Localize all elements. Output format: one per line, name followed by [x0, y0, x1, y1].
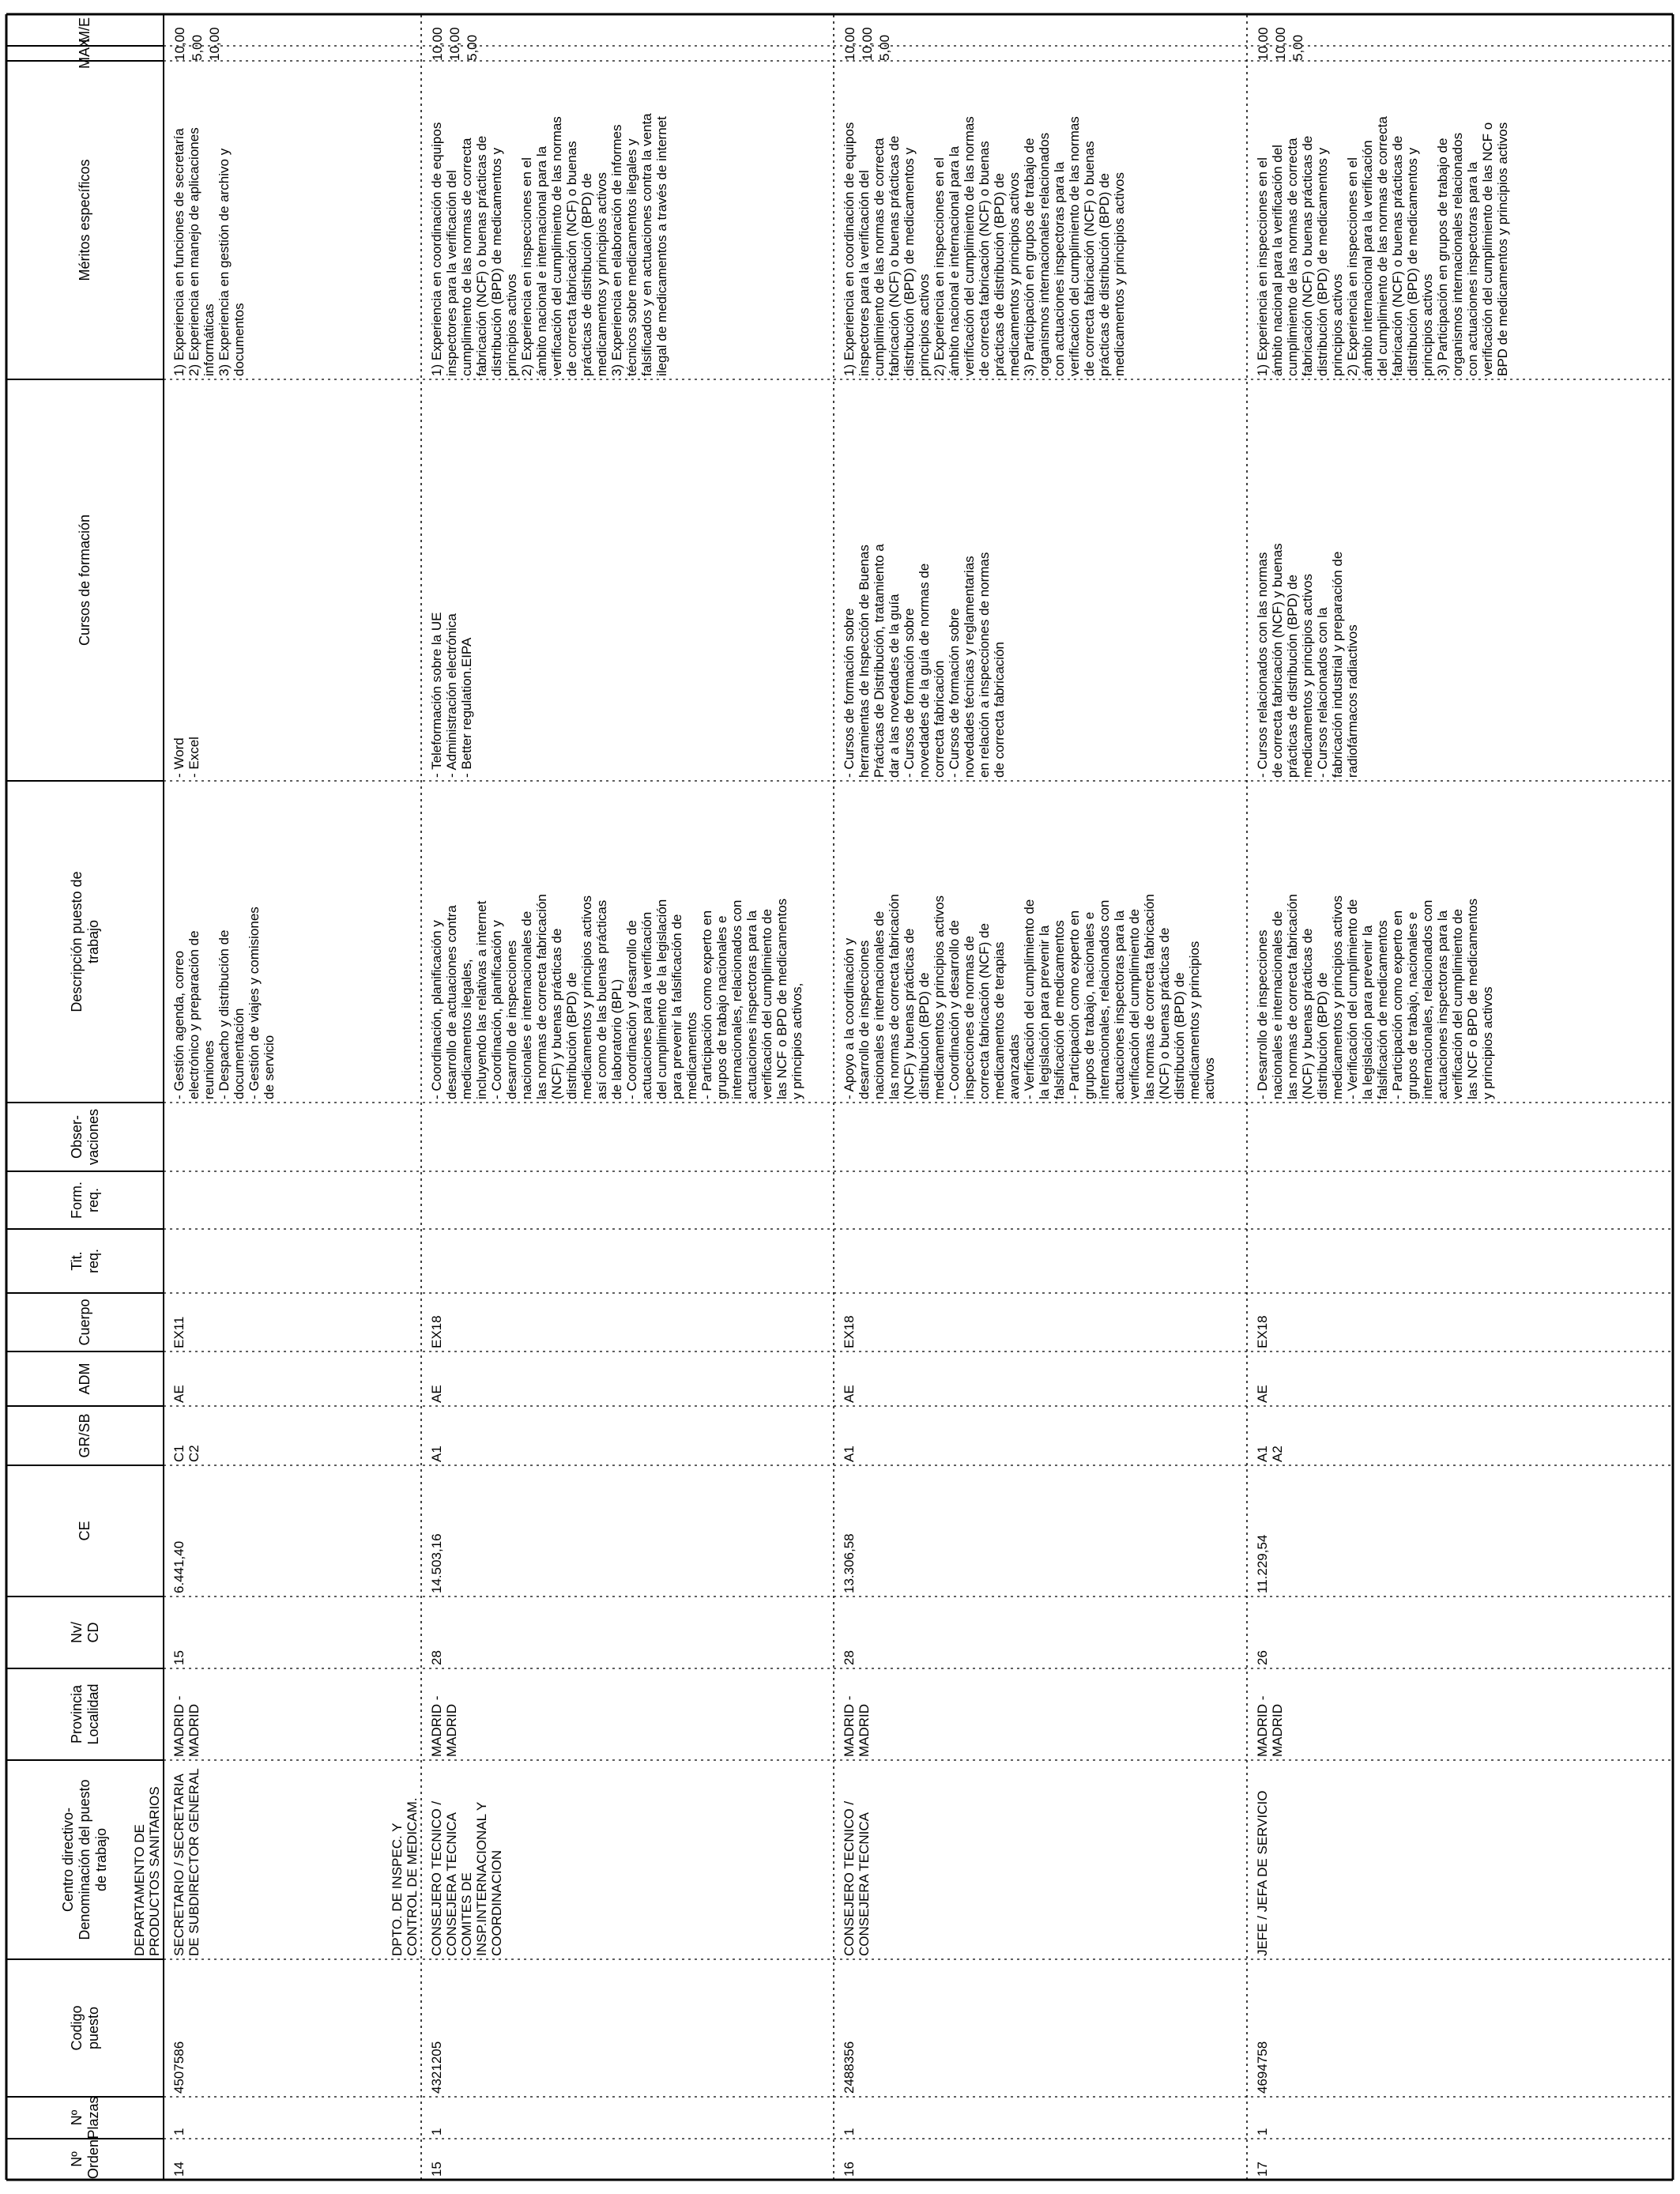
row-15-formacion [428, 1171, 832, 1229]
header-ce: CE [77, 1521, 92, 1541]
row-17-centro: JEFE / JEFA DE SERVICIO [1255, 1790, 1270, 1956]
row-14-ce: 6.441,40 [171, 1540, 186, 1593]
row-16-max [840, 17, 998, 64]
max-value: 10,00 [172, 27, 187, 61]
row-17-max [1253, 17, 1411, 64]
row-15-meritos: 1) Experiencia en coordinación de equipos inspectores para la verificación del cumplimiento de las normas de correcta fabricación (NCF) o buenas prácticas de distribución (BPD) de medicamentos y principios activos 2) Experiencia en inspecciones en el ámbito nacional e internacional para la verificación del cumplimiento de las normas de correcta fabricación (NCF) o buenas prácticas de distribución (BPD) de medicamentos y principios activos 3) Experiencia en elaboración de informes técnicos sobre medicamentos ilegales y falsificados y en actuaciones contra la venta ilegal de medicamentos a través de internet [429, 113, 669, 376]
row-14-meritos: 1) Experiencia en funciones de secretaría 2) Experiencia en manejo de aplicaciones informáticas 3) Experiencia en gestión de archivo y documentos [171, 127, 247, 376]
row-17-titulacion [1253, 1229, 1671, 1293]
row-14-cursos: - Word - Excel [171, 737, 202, 778]
header-observaciones: Obser- vaciones [68, 1108, 101, 1166]
max-value: 10,00 [207, 27, 222, 61]
header-plazas: Nº Plazas [68, 2096, 101, 2139]
row-17-cursos: - Cursos relacionados con las normas de correcta fabricación (NCF) y buenas prácticas de distribución (BPD) de medicamentos y principios activos - Cursos relacionados con la fabricación industrial y preparación de radiofármacos radiactivos [1255, 543, 1360, 778]
header-cuerpo: Cuerpo [77, 1299, 92, 1346]
header-descripcion: Descripción puesto de trabajo [68, 871, 101, 1012]
row-14-centro-heading: DEPARTAMENTO DE PRODUCTOS SANITARIOS [132, 1786, 162, 1956]
max-value: 5,00 [877, 34, 892, 61]
row-16-cuerpo: EX18 [842, 1315, 857, 1348]
header-titulacion: Tit. req. [68, 1248, 101, 1274]
row-15-centro-heading: DPTO. DE INSPEC. Y CONTROL DE MEDICAM. [390, 1797, 420, 1956]
max-value: 10,00 [842, 27, 857, 61]
row-16-orden: 16 [842, 2162, 857, 2177]
row-15-adm: AE [429, 1385, 444, 1403]
row-15-cuerpo: EX18 [429, 1315, 444, 1348]
row-14-orden: 14 [171, 2162, 186, 2177]
row-15-descripcion: - Coordinación, planificación y desarrollo de actuaciones contra medicamentos ilegales, incluyendo las relativas a internet - Coordinación, planificación y desarrollo de inspecciones nacionales e internacionales de las normas de correcta fabricación (NCF) y buenas prácticas de distribución (BPD) de medicamentos y principios activos así como de las buenas prácticas de laboratorio (BPL) - Coordinación y desarrollo de actuaciones para la verificación del cumplimiento de la legislación para prevenir la falsificación de medicamentos - Participación como experto en grupos de trabajo nacionales e internacionales, relacionados con actuaciones inspectoras para la verificación del cumplimiento de las NCF o BPD de medicamentos y principios activos, [429, 894, 804, 1099]
header-me: M/E [77, 17, 92, 43]
row-16-titulacion [840, 1229, 1245, 1293]
row-16-meritos: 1) Experiencia en coordinación de equipos inspectores para la verificación del cumplimiento de las normas de correcta fabricación (NCF) o buenas prácticas de distribución (BPD) de medicamentos y principios activos 2) Experiencia en inspecciones en el ámbito nacional e internacional para la verificación del cumplimiento de las normas de correcta fabricación (NCF) o buenas prácticas de distribución (BPD) de medicamentos y principios activos 3) Participación en grupos de trabajo de organismos internacionales relacionados con actuaciones inspectoras para la verificación del cumplimiento de las normas de correcta fabricación (NCF) o buenas prácticas de distribución (BPD) de medicamentos y principios activos [842, 116, 1127, 376]
row-14-observaciones [170, 1103, 420, 1171]
row-17-orden: 17 [1255, 2162, 1270, 2177]
row-15-centro: CONSEJERO TECNICO / CONSEJERA TECNICA COMITES DE INSP.INTERNACIONAL Y COORDINACION [429, 1800, 504, 1956]
row-14-adm: AE [171, 1385, 186, 1403]
row-14-codigo: 4507586 [171, 2041, 186, 2094]
row-16-adm: AE [842, 1385, 857, 1403]
row-14-grupo: C1 C2 [171, 1445, 202, 1462]
header-centro: Centro directivo- Denominación del puesto de trabajo [60, 1779, 109, 1940]
row-16-codigo: 2488356 [842, 2041, 857, 2094]
row-14-titulacion [170, 1229, 420, 1293]
row-14-centro: SECRETARIO / SECRETARIA DE SUBDIRECTOR GENERAL [171, 1768, 202, 1956]
row-16-formacion [840, 1171, 1245, 1229]
row-15-cursos: - Teleformación sobre la UE - Administración electrónica - Better regulation.EIPA [429, 612, 474, 778]
row-14-max [170, 17, 328, 64]
row-17-observaciones [1253, 1103, 1671, 1171]
row-14-cuerpo: EX11 [171, 1316, 186, 1348]
row-16-centro: CONSEJERO TECNICO / CONSEJERA TECNICA [842, 1800, 872, 1956]
row-17-formacion [1253, 1171, 1671, 1229]
row-17-ce: 11.229,54 [1255, 1534, 1270, 1593]
row-17-plazas: 1 [1255, 2128, 1270, 2136]
header-nivel: Nv/ CD [68, 1622, 101, 1643]
row-15-ce: 14.503,16 [429, 1533, 444, 1593]
row-16-grupo: A1 [842, 1446, 857, 1462]
row-15-max [428, 17, 586, 64]
row-14-nivel: 15 [171, 1650, 186, 1665]
row-17-adm: AE [1255, 1385, 1270, 1403]
row-17-provincia: MADRID - MADRID [1255, 1695, 1285, 1757]
max-value: 10,00 [860, 27, 875, 61]
max-value: 10,00 [1256, 27, 1271, 61]
max-value: 5,00 [1290, 34, 1305, 61]
row-15-nivel: 28 [429, 1650, 444, 1665]
max-value: 5,00 [465, 34, 480, 61]
max-value: 5,00 [190, 34, 205, 61]
row-14-formacion [170, 1171, 420, 1229]
row-14-plazas: 1 [171, 2128, 186, 2136]
max-value: 10,00 [430, 27, 445, 61]
header-codigo: Codigo puesto [68, 2005, 101, 2051]
row-15-orden: 15 [429, 2162, 444, 2177]
row-17-cuerpo: EX18 [1255, 1315, 1270, 1348]
header-provincia: Provincia Localidad [68, 1683, 101, 1745]
row-15-codigo: 4321205 [429, 2041, 444, 2094]
row-17-descripcion: - Desarrollo de inspecciones nacionales e internacionales de las normas de correcta fabricación (NCF) y buenas prácticas de distribución (BPD) de medicamentos y principios activos - Verificación del cumplimiento de la legislación para prevenir la falsificación de medicamentos - Participación como experto en grupos de trabajo, nacionales e internacionales, relacionados con actuaciones inspectoras para la verificación del cumplimiento de las NCF o BPD de medicamentos y principios activos [1255, 894, 1495, 1099]
header-cursos: Cursos de formación [77, 514, 92, 647]
max-value: 10,00 [1273, 27, 1288, 61]
header-grupo: GR/SB [77, 1413, 92, 1458]
row-14-provincia: MADRID - MADRID [171, 1695, 202, 1757]
row-16-cursos: - Cursos de formación sobre herramientas de Inspección de Buenas Prácticas de Distribución, tratamiento a dar a las novedades de la guía - Cursos de formación sobre novedades de la guía de normas de correcta fabricación - Cursos de formación sobre novedades técnicas y reglamentarias en relación a inspecciones de normas de correcta fabricación [842, 544, 1007, 778]
header-formacion: Form. req. [68, 1182, 101, 1219]
row-17-nivel: 26 [1255, 1650, 1270, 1665]
row-16-plazas: 1 [842, 2128, 857, 2136]
row-15-grupo: A1 [429, 1446, 444, 1462]
row-16-ce: 13.306,58 [842, 1533, 857, 1593]
row-16-nivel: 28 [842, 1650, 857, 1665]
row-16-provincia: MADRID - MADRID [842, 1695, 872, 1757]
row-15-provincia: MADRID - MADRID [429, 1695, 459, 1757]
row-15-observaciones [428, 1103, 832, 1171]
header-orden: Nº Orden [68, 2139, 101, 2180]
header-max: MAX [77, 37, 92, 69]
row-17-grupo: A1 A2 [1255, 1446, 1285, 1462]
max-value: 10,00 [447, 27, 462, 61]
row-14-descripcion: - Gestión agenda, correo electrónico y preparación de reuniones - Despacho y distribución de documentación - Gestión de viajes y comisiones de servicio [171, 907, 277, 1099]
row-17-meritos: 1) Experiencia en inspecciones en el ámbito nacional para la verificación del cumplimiento de las normas de correcta fabricación (NCF) o buenas prácticas de distribución (BPD) de medicamentos y principios activos 2) Experiencia en inspecciones en el ámbito internacional para la verificación del cumplimiento de las normas de correcta fabricación (NCF) o buenas prácticas de distribución (BPD) de medicamentos y principios activos 3) Participación en grupos de trabajo de organismos internacionales relacionados con actuaciones inspectoras para la verificación del cumplimiento de las NCF o BPD de medicamentos y principios activos [1255, 116, 1510, 376]
row-15-titulacion [428, 1229, 832, 1293]
header-adm: ADM [77, 1363, 92, 1395]
row-16-observaciones [840, 1103, 1245, 1171]
row-15-plazas: 1 [429, 2128, 444, 2136]
header-meritos: Méritos específicos [77, 159, 92, 281]
row-16-descripcion: - Apoyo a la coordinación y desarrollo de inspecciones nacionales e internacionales de las normas de correcta fabricación (NCF) y buenas prácticas de distribución (BPD) de medicamentos y principios activos - Coordinación y desarrollo de inspecciones de normas de correcta fabricación (NCF) de medicamentos de terapias avanzadas - Verificación del cumplimiento de la legislación para prevenir la falsificación de medicamentos - Participación como experto en grupos de trabajo, nacionales e internacionales, relacionados con actuaciones inspectoras para la verificación del cumplimiento de las normas de correcta fabricación (NCF) o buenas prácticas de distribución (BPD) de medicamentos y principios activos [842, 894, 1217, 1099]
row-17-codigo: 4694758 [1255, 2041, 1270, 2094]
